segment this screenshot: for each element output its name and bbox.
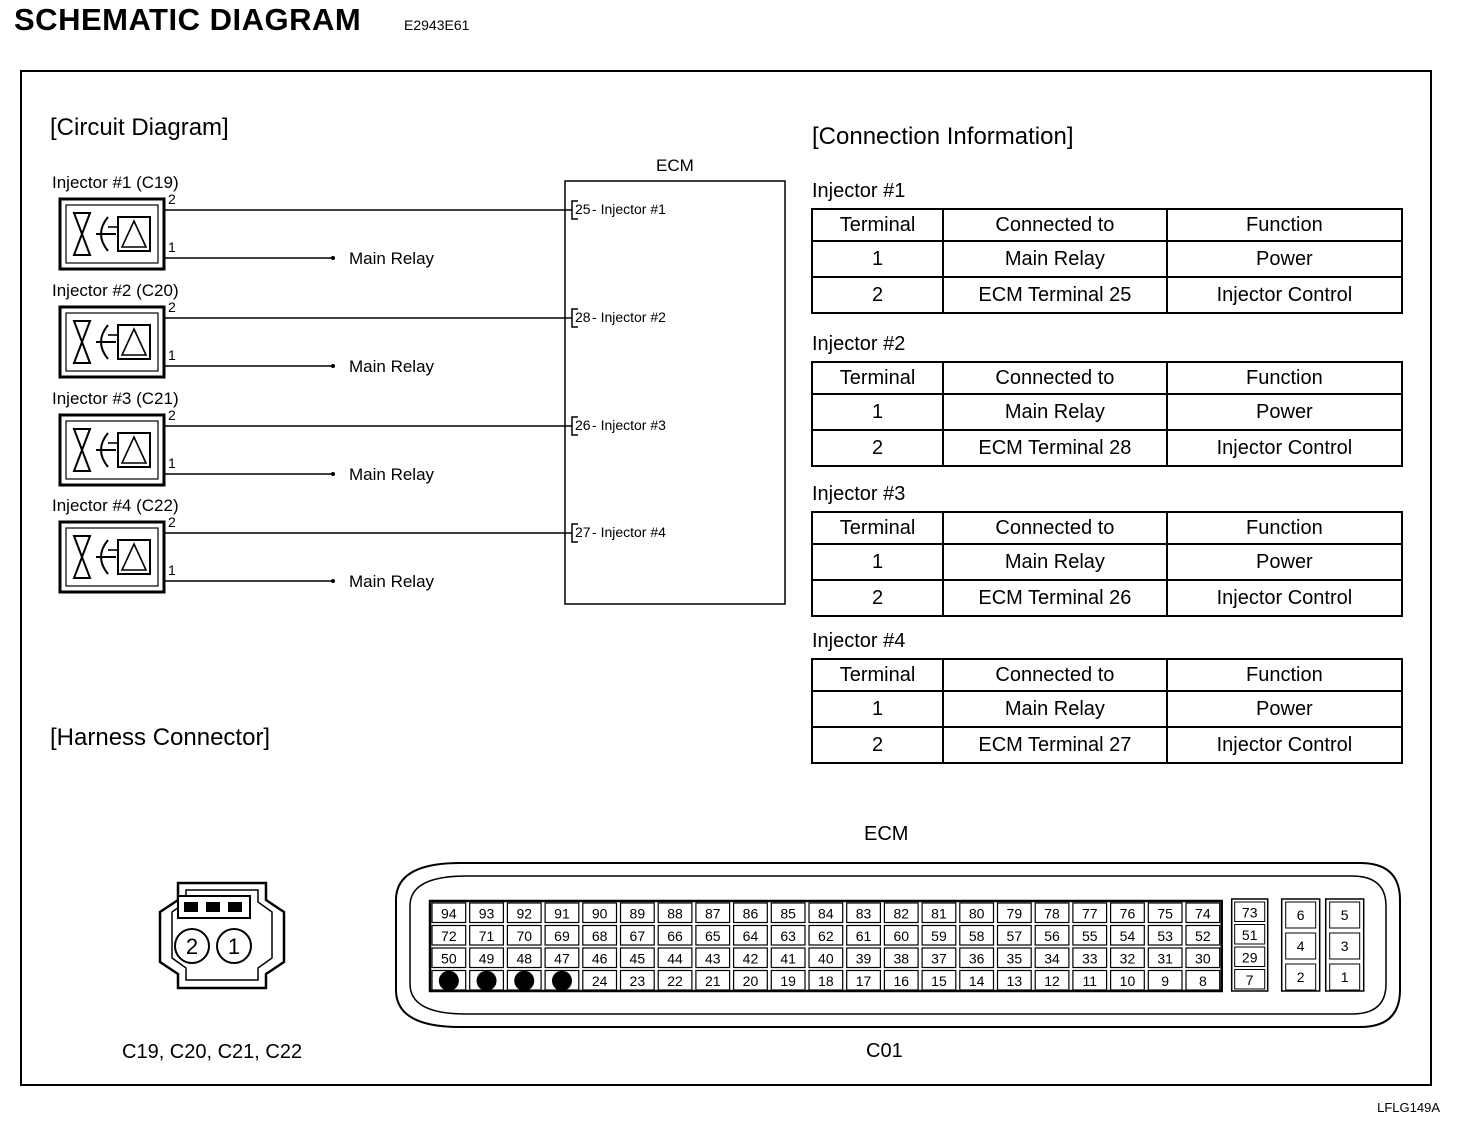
connection-table-title: Injector #3 [812,483,906,505]
column-header: Connected to [943,362,1167,394]
ecm-connector-pin: 15 [931,972,947,989]
ecm-connector-pin: 2 [1296,969,1305,985]
ecm-pin-28: 28 [575,309,591,325]
ecm-connector-pin: 21 [704,972,721,989]
injector-3-pin2: 2 [168,407,176,423]
injector-3-pin1: 1 [168,455,176,471]
ecm-connector-pin: 22 [667,972,683,989]
ecm-connector-pin: 14 [968,972,985,989]
table-cell: ECM Terminal 28 [943,430,1167,466]
figure-code: LFLG149A [1377,1100,1440,1115]
ecm-connector-pin: 93 [478,905,495,922]
ecm-connector-pin: 49 [478,950,495,967]
ecm-connector-pin: 42 [742,950,759,967]
ecm-connector-pin: 47 [554,950,570,967]
table-cell: 2 [812,580,943,616]
ecm-connector-pin: 66 [667,927,683,944]
ecm-connector-pin: 31 [1157,950,1173,967]
ecm-connector-pin: 65 [704,927,721,944]
ecm-connector-pin: 20 [742,972,759,989]
ecm-connector-pin: 48 [516,950,533,967]
ecm-connector-pin: 72 [441,927,457,944]
ecm-connector-pin: 36 [968,950,985,967]
ecm-connector-pin: 51 [1241,926,1258,943]
injector-4-relay-label: Main Relay [349,572,435,591]
connection-table-title: Injector #4 [812,630,906,652]
ecm-pin-27: 27 [575,524,591,540]
blocked-pin-icon [514,971,534,991]
injector-1-pin2: 2 [168,191,176,207]
table-cell: 1 [812,691,943,727]
ecm-connector-pin: 19 [780,972,796,989]
column-header: Terminal [812,659,943,691]
injector-2-pin1: 1 [168,347,176,363]
ecm-signal-label: Injector #2 [600,309,666,325]
ecm-connector-pin: 60 [893,927,910,944]
ecm-connector-pin: 94 [441,905,457,922]
table-cell: Injector Control [1167,277,1402,313]
column-header: Terminal [812,512,943,544]
connector-pin-1: 1 [227,934,241,959]
ecm-connector-pin: 86 [742,905,759,922]
ecm-connector-pin: 85 [780,905,796,922]
table-cell: Main Relay [943,544,1167,580]
ecm-connector-pin: 35 [1006,950,1023,967]
connector-pin-2: 2 [185,934,199,959]
ecm-connector-pin: 53 [1157,927,1173,944]
injector-4-pin2: 2 [168,514,176,530]
ecm-signal-label: Injector #1 [600,201,666,217]
ecm-connector-pin: 24 [591,972,608,989]
ecm-connector-pin: 23 [629,972,646,989]
table-cell: 1 [812,394,943,430]
ecm-connector-pin: 90 [591,905,608,922]
ecm-connector-pin: 64 [742,927,759,944]
injector-3-relay-label: Main Relay [349,465,435,484]
ecm-connector-pin: 92 [516,905,533,922]
page-title: SCHEMATIC DIAGRAM [14,2,362,37]
ecm-pin-26: 26 [575,417,591,433]
ecm-signal-3: - Injector #3 [592,417,666,433]
injector-2-pin2: 2 [168,299,176,315]
ecm-signal-1: - Injector #1 [592,201,666,217]
injector-1-label: Injector #1 (C19) [52,173,179,192]
ecm-connector-pin: 10 [1119,972,1136,989]
ecm-connector-pin: 38 [893,950,910,967]
ecm-connector-pin: 32 [1119,950,1136,967]
ecm-connector-pin: 78 [1044,905,1060,922]
ecm-connector-pin: 40 [818,950,834,967]
ecm-connector-pin: 59 [931,927,947,944]
ecm-connector-pin: 87 [704,905,721,922]
ecm-connector-pin: 1 [1340,969,1349,985]
table-cell: 2 [812,727,943,763]
ecm-connector-pin: 16 [893,972,910,989]
ecm-connector-pin: 79 [1006,905,1023,922]
ecm-connector-pin: 80 [968,905,985,922]
ecm-connector-pin: 29 [1241,949,1258,966]
blocked-pin-icon [439,971,459,991]
ecm-connector-pin: 82 [893,905,910,922]
ecm-connector-pin: 44 [667,950,683,967]
ecm-connector-pin: 69 [554,927,570,944]
ecm-connector-pin: 11 [1082,972,1098,989]
ecm-connector-pin: 57 [1006,927,1023,944]
injector-2-label: Injector #2 (C20) [52,281,179,300]
injector-1-pin1: 1 [168,239,176,255]
column-header: Connected to [943,209,1167,241]
ecm-connector-label: ECM [864,823,909,845]
ecm-connector-pin: 52 [1195,927,1211,944]
ecm-pin-25: 25 [575,201,591,217]
ecm-label: ECM [656,156,694,175]
ecm-connector-pin: 77 [1081,905,1098,922]
table-cell: ECM Terminal 25 [943,277,1167,313]
column-header: Connected to [943,512,1167,544]
connection-info-title: [Connection Information] [812,123,1074,150]
ecm-connector-caption: C01 [866,1040,903,1062]
harness-connector-title: [Harness Connector] [50,724,271,751]
table-cell: Power [1167,394,1402,430]
ecm-connector-pin: 88 [667,905,683,922]
ecm-connector-pin: 5 [1340,907,1349,923]
ecm-connector-pin: 71 [478,927,495,944]
ecm-connector-pin: 6 [1296,907,1305,923]
ecm-connector-pin: 30 [1195,950,1211,967]
ecm-connector-pin: 34 [1044,950,1060,967]
ecm-connector-pin: 54 [1119,927,1136,944]
table-cell: Injector Control [1167,430,1402,466]
column-header: Terminal [812,209,943,241]
table-cell: 2 [812,430,943,466]
ecm-connector-pin: 61 [855,927,872,944]
table-cell: Main Relay [943,394,1167,430]
ecm-connector-pin: 45 [629,950,646,967]
ecm-connector-pin: 74 [1195,905,1211,922]
ecm-connector-pin: 56 [1044,927,1060,944]
ecm-signal-2: - Injector #2 [592,309,666,325]
ecm-connector-pin: 18 [818,972,834,989]
ecm-connector-pin: 70 [516,927,533,944]
ecm-connector-pin: 37 [931,950,947,967]
column-header: Connected to [943,659,1167,691]
table-cell: Injector Control [1167,727,1402,763]
column-header: Terminal [812,362,943,394]
injector-4-label: Injector #4 (C22) [52,496,179,515]
ecm-connector-pin: 63 [780,927,796,944]
ecm-connector-pin: 75 [1157,905,1173,922]
ecm-connector-pin: 17 [855,972,872,989]
connection-table-title: Injector #2 [812,333,906,355]
blocked-pin-icon [477,971,497,991]
ecm-connector-pin: 43 [704,950,721,967]
injector-1-relay-label: Main Relay [349,249,435,268]
table-cell: 1 [812,241,943,277]
table-cell: 2 [812,277,943,313]
ecm-signal-label: Injector #4 [600,524,666,540]
injector-3-label: Injector #3 (C21) [52,389,179,408]
table-cell: ECM Terminal 26 [943,580,1167,616]
table-cell: 1 [812,544,943,580]
ecm-connector-pin: 12 [1044,972,1060,989]
ecm-connector-pin: 3 [1340,938,1349,954]
column-header: Function [1167,659,1402,691]
ecm-connector-pin: 46 [591,950,608,967]
table-cell: Main Relay [943,241,1167,277]
ecm-connector-pin: 9 [1161,972,1170,989]
ecm-connector-pin: 73 [1241,904,1258,921]
column-header: Function [1167,209,1402,241]
ecm-connector-pin: 33 [1081,950,1098,967]
ecm-connector-pin: 62 [818,927,834,944]
diagram-code: E2943E61 [404,17,470,33]
ecm-connector-pin: 89 [629,905,646,922]
ecm-connector-pin: 83 [855,905,872,922]
table-cell: Injector Control [1167,580,1402,616]
ecm-connector-pin: 68 [591,927,608,944]
ecm-connector-pin: 58 [968,927,985,944]
column-header: Function [1167,512,1402,544]
table-cell: Power [1167,241,1402,277]
blocked-pin-icon [552,971,572,991]
ecm-connector-pin: 39 [855,950,872,967]
ecm-connector-pin: 50 [441,950,457,967]
ecm-connector-pin: 4 [1296,938,1305,954]
injector-connector-caption: C19, C20, C21, C22 [122,1041,303,1063]
table-cell: Power [1167,544,1402,580]
ecm-connector-pin: 13 [1006,972,1023,989]
ecm-connector-pin: 8 [1198,972,1207,989]
ecm-connector-pin: 67 [629,927,646,944]
ecm-connector-pin: 81 [931,905,947,922]
table-cell: ECM Terminal 27 [943,727,1167,763]
ecm-connector-pin: 41 [780,950,796,967]
injector-4-pin1: 1 [168,562,176,578]
ecm-connector-pin: 7 [1245,971,1254,988]
injector-2-relay-label: Main Relay [349,357,435,376]
ecm-signal-4: - Injector #4 [592,524,666,540]
table-cell: Power [1167,691,1402,727]
ecm-signal-label: Injector #3 [600,417,666,433]
ecm-connector-pin: 91 [554,905,570,922]
ecm-connector-pin: 55 [1081,927,1098,944]
ecm-connector-pin: 76 [1119,905,1136,922]
column-header: Function [1167,362,1402,394]
connection-table-title: Injector #1 [812,180,906,202]
circuit-diagram-title: [Circuit Diagram] [50,114,229,141]
ecm-connector-pin: 84 [818,905,834,922]
injector-connector-icon [160,883,284,988]
table-cell: Main Relay [943,691,1167,727]
